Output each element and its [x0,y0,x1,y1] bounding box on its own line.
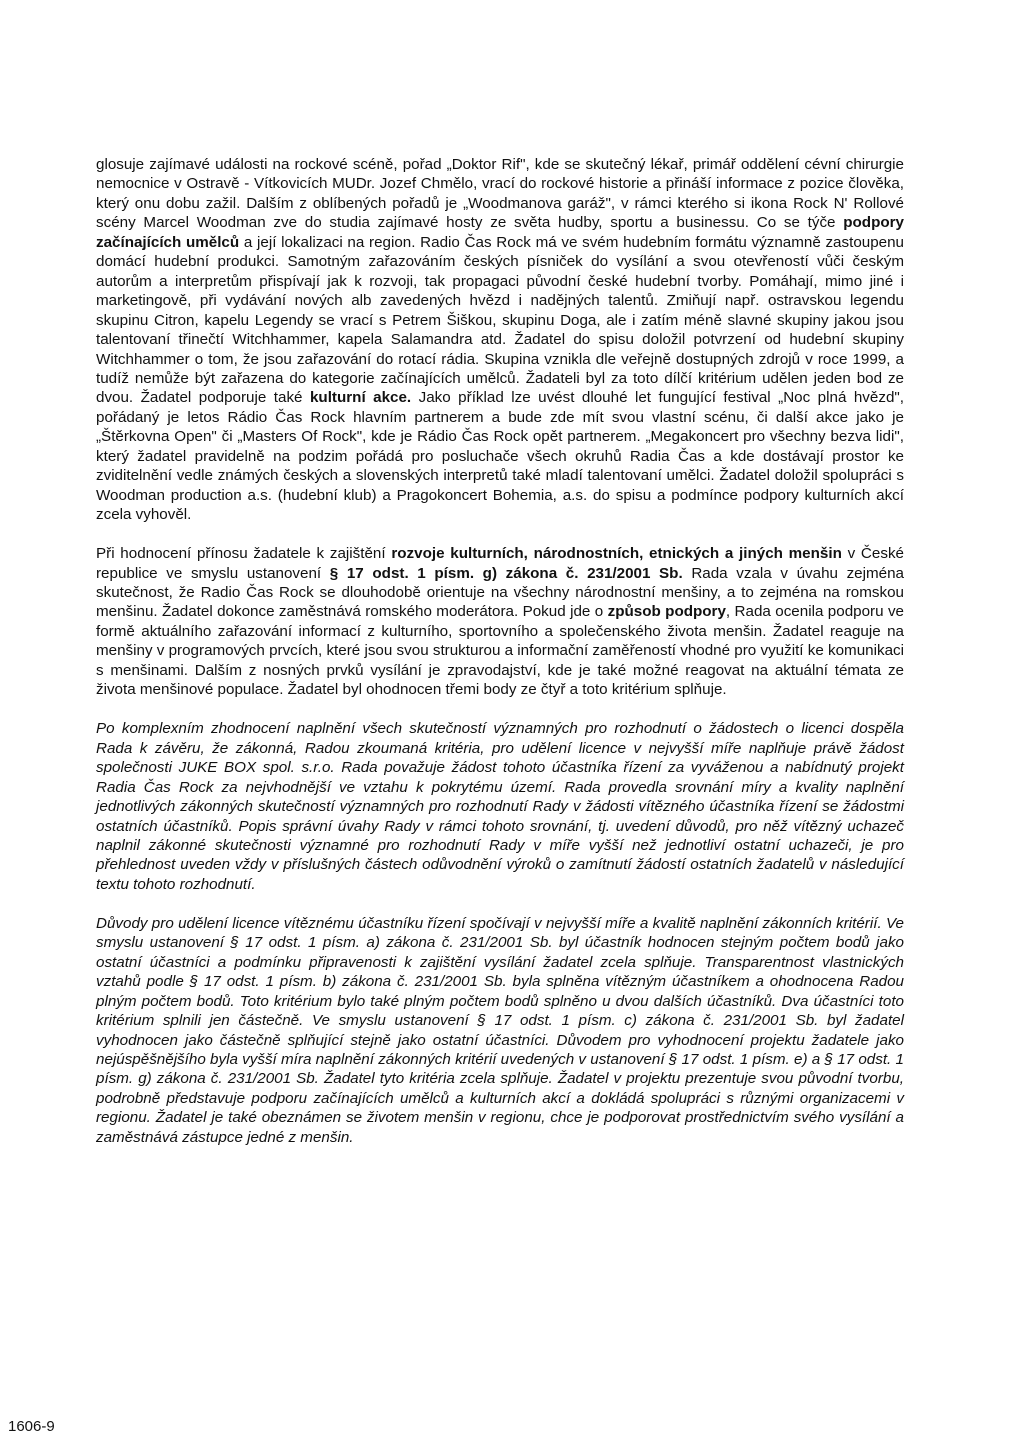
page-number: 1606-9 [8,1418,55,1435]
bold-phrase: způsob podpory [607,603,726,621]
text-run: Při hodnocení přínosu žadatele k zajištění [96,545,392,563]
text-run: Jako příklad lze uvést dlouhé let fungující festival „Noc plná hvězd", pořádaný je letos Rádio Čas Rock hlavním partnerem a bude zde mít svou vlastní scénu, či další akce jako je „Štěrkovna Open" či „Masters Of Rock", kde je Rádio Čas Rock opět partnerem. „Megakoncert pro všechny bezva lidi", který žadatel pravidelně na podzim pořádá pro posluchače všech okruhů Radia Čas a kde dostávají prostor ke zviditelnění vedle známých českých a slovenských interpretů také mladí talentovaní umělci. Žadatel doložil spolupráci s Woodman production a.s. (hudební klub) a Pragokoncert Bohemia, a.s. do spisu a podmínce podpory kulturních akcí zcela vyhověl. [96,389,905,524]
paragraph-license-reasons: Důvody pro udělení licence vítěznému účastníku řízení spočívají v nejvyšší míře a kvalitě naplnění zákonních kritérií. Ve smyslu ustanovení § 17 odst. 1 písm. a) zákona č. 231/2001 Sb. byl účastník hodnocen stejným počtem bodů jako ostatní účastníci a podmínku připravenosti k zajištění vysílání žadatel zcela splňuje. Transparentnost vlastnických vztahů podle § 17 odst. 1 písm. b) zákona č. 231/2001 Sb. byla splněna vítězným účastníkem a ohodnocena Radou plným počtem bodů. Toto kritérium bylo také plným počtem bodů splněno u dvou dalších účastníků. Dva účastníci toto kritérium splnili jen částečně. Ve smyslu ustanovení § 17 odst. 1 písm. c) zákona č. 231/2001 Sb. byl žadatel vyhodnocen jako částečně splňující stejně jako ostatní účastníci. Důvodem pro vyhodnocení projektu žadatele jako nejúspěšnějšího byla vyšší míra naplnění zákonných kritérií uvedených v ustanovení § 17 odst. 1 písm. e) a § 17 odst. 1 písm. g) zákona č. 231/2001 Sb. Žadatel tyto kritéria zcela splňuje. Žadatel v projektu prezentuje svou původní tvorbu, podrobně představuje podporu začínajících umělců a kulturních akcí a dokládá spolupráci s různými organizacemi v regionu. Žadatel je také obeznámen se životem menšin v regionu, chce je podporovat prostřednictvím svého vysílání a zaměstnává zástupce jedné z menšin. [96,914,904,1146]
text-run: Rada vzala v úvahu zejména skutečnost, že Radio Čas Rock se dlouhodobě orientuje na všechny národnostní menšiny, a to zejména na romskou menšinu. Žadatel dokonce zaměstnává romského moderátora. Pokud jde o [96,564,904,621]
bold-phrase: rozvoje kulturních, národnostních, etnických a jiných menšin [391,545,842,563]
text-run: a její lokalizaci na region. Radio Čas Rock má ve svém hudebním formátu významně zastoupenu domácí hudební produkci. Samotným zařazováním českých písniček do vysílání a svou otevřeností vůči českým autorům a interpretům přispívají jak k rozvoji, tak propagaci původní české hudební tvorby. Pomáhají, mimo jiné i marketingově, při vydávání nových alb zavedených hvězd i nadějných talentů. Zmiňují např. ostravskou legendu skupinu Citron, kapelu Legendy se vrací s Petrem Šiškou, skupinu Doga, ale i zatím méně slavné skupiny jakou jsou talentovaní třinečtí Witchhammer, kapela Salamandra atd. Žadatel do spisu doložil potvrzení od hudební skupiny Witchhammer o tom, že jsou zařazování do rotací rádia. Skupina vznikla dle veřejně dostupných zdrojů v roce 1999, a tudíž nemůže být zařazena do kategorie začínajících umělců. Žadateli byl za toto dílčí kritérium udělen jeden bod ze dvou. Žadatel podporuje také [96,233,904,407]
bold-phrase: kulturní akce. [309,389,412,407]
text-run: glosuje zajímavé události na rockové scéně, pořad „Doktor Rif", kde se skutečný lékař, primář oddělení cévní chirurgie nemocnice v Ostravě - Vítkovicích MUDr. Jozef Chmělo, vrací do rockové historie a přináší informace z pozice člověka, který onu dobu zažil. Dalším z oblíbených pořadů je „Woodmanova garáž", v rámci kterého si ikona Rock N' Rollové scény Marcel Woodman zve do studia zajímavé hosty ze světa hudby, sportu a businessu. Co se týče [96,156,904,232]
text-run: , Rada ocenila podporu ve formě aktuálního zařazování informací z kulturního, sportovního a společenského života menšin. Žadatel reaguje na menšiny v programových prvcích, které jsou svou strukturou a informační zaměřeností vhodné pro využití ke komunikaci s menšinami. Dalším z nosných prvků vysílání je zpravodajství, kde je také možné reagovat na aktuální témata ze života menšinové populace. Žadatel byl ohodnocen třemi body ze čtyř a toto kritérium splňuje. [96,603,904,699]
bold-phrase: podpory začínajících umělců [96,214,904,251]
text-run: v České republice ve smyslu ustanovení [96,545,904,582]
paragraph-minorities [96,544,904,700]
document-body [96,155,904,1147]
bold-phrase: § 17 odst. 1 písm. g) zákona č. 231/2001 Sb. [329,564,683,582]
paragraph-overall-evaluation: Po komplexním zhodnocení naplnění všech skutečností významných pro rozhodnutí o žádostech o licenci dospěla Rada k závěru, že zákonná, Radou zkoumaná kritéria, pro udělení licence v nejvyšší míře naplňuje právě žádost společnosti JUKE BOX spol. s.r.o. Rada považuje žádost tohoto účastníka řízení za vyváženou a nabídnutý projekt Radia Čas Rock za nejvhodnější ve vztahu k pokrytému území. Rada provedla srovnání míry a kvality naplnění jednotlivých zákonných skutečností významných pro rozhodnutí Rady v žádosti vítězného účastníka řízení se žádostmi ostatních účastníků. Popis správní úvahy Rady v rámci tohoto srovnání, tj. uvedení důvodů, pro něž vítězný uchazeč naplnil zákonné skutečnosti významné pro rozhodnutí Rady v míře vyšší než jednotliví ostatní uchazeči, je pro přehlednost uveden vždy v příslušných částech odůvodnění výroků o zamítnutí žádostí ostatních žadatelů v následující textu tohoto rozhodnutí. [96,720,904,893]
paragraph-program-support [96,155,904,525]
